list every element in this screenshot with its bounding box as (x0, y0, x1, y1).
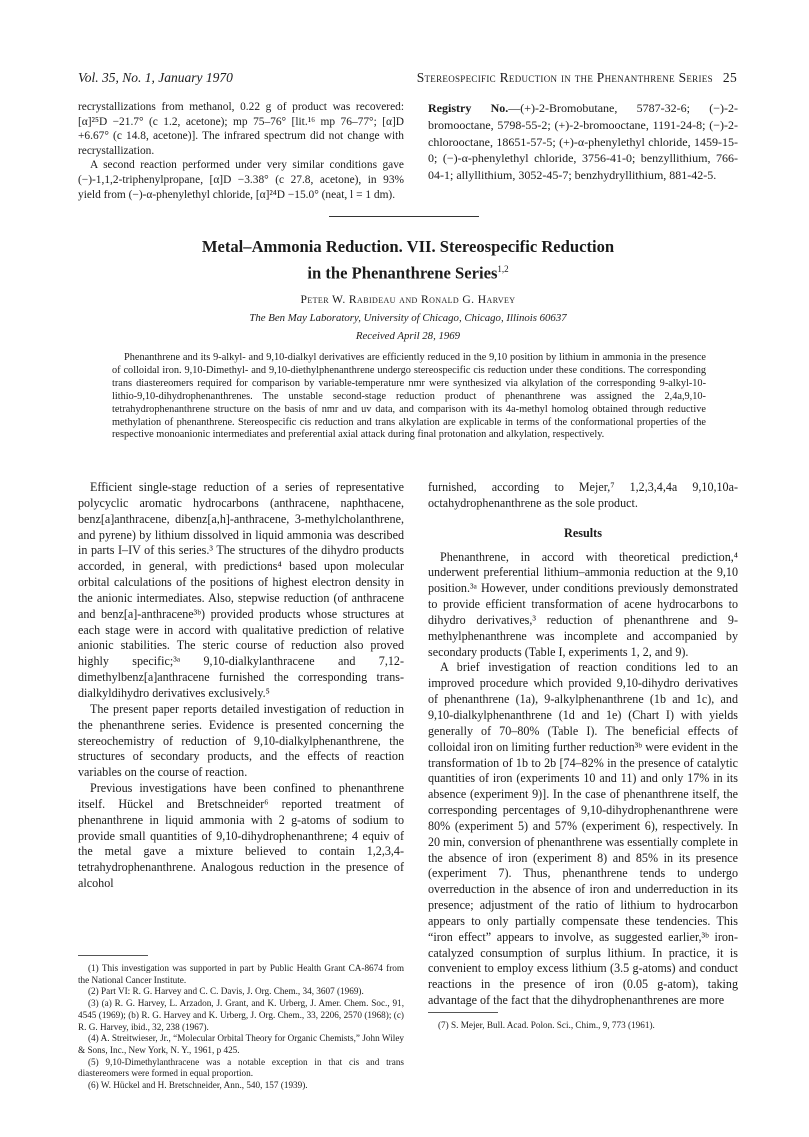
article-title-line2: in the Phenanthrene Series (307, 263, 498, 283)
registry-label: Registry No. (428, 101, 509, 115)
footnote: (4) A. Streitwieser, Jr., “Molecular Orbital Theory for Organic Chemists,” John Wiley & Sons, Inc., New York, N. Y., 1961, p 425. (78, 1033, 404, 1055)
article-heading (78, 236, 738, 342)
footnote: (6) W. Hückel and H. Bretschneider, Ann., 540, 157 (1939). (88, 1080, 308, 1091)
results-heading: Results (564, 525, 602, 540)
registry-numbers (428, 100, 738, 184)
article-affiliation: The Ben May Laboratory, University of Chicago, Chicago, Illinois 60637 (249, 311, 567, 324)
body-paragraph: A brief investigation of reaction conditions led to an improved procedure which provided 9,10-dihydro derivatives of phenanthrene (1a), 9-alkylphenanthrene (1b and 1c), and 9,10-dialkylphenanthrene (1d and 1e) (Chart I) with yields generally of 70–80% (Table I). The beneficial effects of colloidal iron on limiting further reduction³ᵇ were evident in the transformation of 1b to 2b [74–82% in the presence of catalytic quantities of iron (experiments 10 and 11) and only 17% in its absence (experiment 9)]. In the case of phenanthrene itself, the corresponding percentages of 9,10-dihydrophenanthrene were 80% (experiment 5) and 57% (experiment 6), respectively. In 20 min, conversion of phenanthrene was essentially complete in the absence of iron (experiment 8) and 85% in its presence (experiment 7). Thus, phenanthrene tends to undergo overreduction in the absence of iron and underreduction in its presence; adjustment of the ratio of lithium to hydrocarbon appears to only partially compensate these tendencies. This “iron effect” appears to involve, as suggested earlier,³ᵇ iron-catalyzed consumption of surplus lithium. In practice, it is convenient to employ excess lithium (3.5 g-atoms) and conduct reactions in the presence of iron (0.05 g-atom), taking advantage of the fact that the dihydrophenanthrenes are more (428, 660, 738, 1008)
page-number: 25 (722, 70, 737, 85)
experimental-paragraph: A second reaction performed under very similar conditions gave (−)-1,1,2-triphenylpropane, [α]D −3.38° (c 27.8, acetone), in 93% yield from (−)-α-phenylethyl chloride, [α]²⁴D −15.0° (neat, l = 1 dm). (78, 159, 404, 201)
article-title (78, 236, 738, 285)
running-title (417, 70, 737, 86)
running-header (78, 70, 737, 90)
footnote: (1) This investigation was supported in part by Public Health Grant CA-8674 from the National Cancer Institute. (78, 963, 404, 985)
footnote: (3) (a) R. G. Harvey, L. Arzadon, J. Grant, and K. Urberg, J. Amer. Chem. Soc., 91, 4545 (1969); (b) R. G. Harvey and K. Urberg, J. Org. Chem., 33, 2206, 2570 (1968); (c) R. G. Harvey, ibid., 32, 238 (1967). (78, 998, 404, 1032)
experimental-paragraph: recrystallizations from methanol, 0.22 g of product was recovered: [α]²⁵D −21.7° (c 1.2, acetone); mp 75–76° [lit.¹⁶ mp 76–77°; [α]D +6.67° (c 14.8, acetone)]. The infrared spectrum did not change with recrystallization. (78, 101, 404, 157)
title-footnote-ref: 1,2 (497, 264, 509, 274)
footnote-rule (78, 955, 148, 956)
article-abstract: Phenanthrene and its 9-alkyl- and 9,10-dialkyl derivatives are efficiently reduced in the 9,10 position by lithium in ammonia in the presence of colloidal iron. 9,10-Dimethyl- and 9,10-diethylphenanthrene undergo stereospecific cis reduction under these conditions. The corresponding trans diastereomers required for comparison by variable-temperature nmr were synthesized via alkylation of the corresponding 9-alkyl-10-lithio-9,10-dihydrophenanthrenes. The unstable second-stage reduction product of phenanthrene was assigned the 2,4a,9,10-tetrahydrophenanthrene structure on the basis of nmr and uv data, and comparison with its 4a-methyl homolog obtained through reductive methylation of phenanthrene. Stereospecific cis reduction and trans alkylation are explicable in terms of the conformational properties of the respective monoanionic intermediates and preferential axial attack during final protonation and alkylation, respectively. (112, 352, 706, 441)
body-column-right (428, 480, 738, 1009)
article-divider (329, 216, 479, 217)
received-date: Received April 28, 1969 (355, 329, 461, 342)
journal-volume-issue: Vol. 35, No. 1, January 1970 (78, 70, 233, 85)
body-paragraph: Phenanthrene, in accord with theoretical prediction,⁴ underwent preferential lithium–ammonia reduction at the 9,10 position.³ᵃ However, under conditions previously demonstrated to provide efficient transformation of acene hydrocarbons to dihydro derivatives,³ reduction of phenanthrene and 9-methylphenanthrene was incomplete and accompanied by secondary products (Table I, experiments 1, 2, and 9). (428, 549, 738, 659)
footnote: (7) S. Mejer, Bull. Acad. Polon. Sci., Chim., 9, 773 (1961). (438, 1020, 655, 1030)
body-paragraph: furnished, according to Mejer,⁷ 1,2,3,4,4a 9,10,10a-octahydrophenanthrene as the sole product. (428, 480, 738, 510)
footnotes-left (78, 963, 404, 1092)
article-title-line1: Metal–Ammonia Reduction. VII. Stereospecific Reduction (201, 237, 615, 256)
body-paragraph: Previous investigations have been confined to phenanthrene itself. Hückel and Bretschneider⁶ reported treatment of phenanthrene in liquid ammonia with 2 g-atoms of sodium to provide small quantities of 9,10-dihydrophenanthrene; 4 equiv of the metal gave a mixture believed to contain 1,2,3,4-tetrahydrophenanthrene. Analogous reduction in the presence of alcohol (78, 781, 404, 891)
body-paragraph: The present paper reports detailed investigation of reduction in the phenanthrene series. Evidence is presented concerning the stereochemistry of reduction of 9,10-dialkylphenanthrene, the structures of secondary products, and the effects of reaction variables on the course of reaction. (78, 701, 404, 780)
running-title-text: Stereospecific Reduction in the Phenanthrene Series (416, 70, 713, 85)
footnote: (2) Part VI: R. G. Harvey and C. C. Davis, J. Org. Chem., 34, 3607 (1969). (88, 986, 364, 997)
footnote: (5) 9,10-Dimethylanthracene was a notable exception in that cis and trans diastereomers were formed in equal proportion. (78, 1056, 404, 1079)
body-column-left (78, 480, 404, 892)
body-paragraph: Efficient single-stage reduction of a series of representative polycyclic aromatic hydrocarbons (anthracene, naphthacene, benz[a]anthracene, dibenz[a,h]-anthracene, 3-methylcholanthrene, and pyrene) by lithium dissolved in liquid ammonia was described in parts I–IV of this series.³ The structures of the dihydro products accorded, in general, with predictions⁴ based upon molecular orbital calculations of the positions of highest electron density in the anionic intermediates. Also, stepwise reduction (of anthracene and benz[a]-anthracene³ᵇ) provided products whose structures at each stage were in accord with qualitative prediction of relative anionic stabilities. The steric course of reduction also proved highly specific;³ᵃ 9,10-dialkylanthracene and 7,12-dimethylbenz[a]anthracene furnished the corresponding trans-dialkyldihydro derivatives exclusively.⁵ (78, 480, 404, 700)
article-authors: Peter W. Rabideau and Ronald G. Harvey (300, 292, 516, 306)
registry-text: —(+)-2-Bromobutane, 5787-32-6; (−)-2-bromooctane, 5798-55-2; (+)-2-bromooctane, 1191-24-8; (−)-2-chlorooctane, 18651-57-5; (+)-α-phenylethyl chloride, 1459-15-0; (−)-α-phenylethyl chloride, 3756-41-0; benzyllithium, 766-04-1; allyllithium, 3052-45-7; benzhydryllithium, 881-42-5. (428, 101, 739, 183)
footnote-rule (428, 1012, 498, 1013)
previous-article-experimental (78, 100, 404, 202)
